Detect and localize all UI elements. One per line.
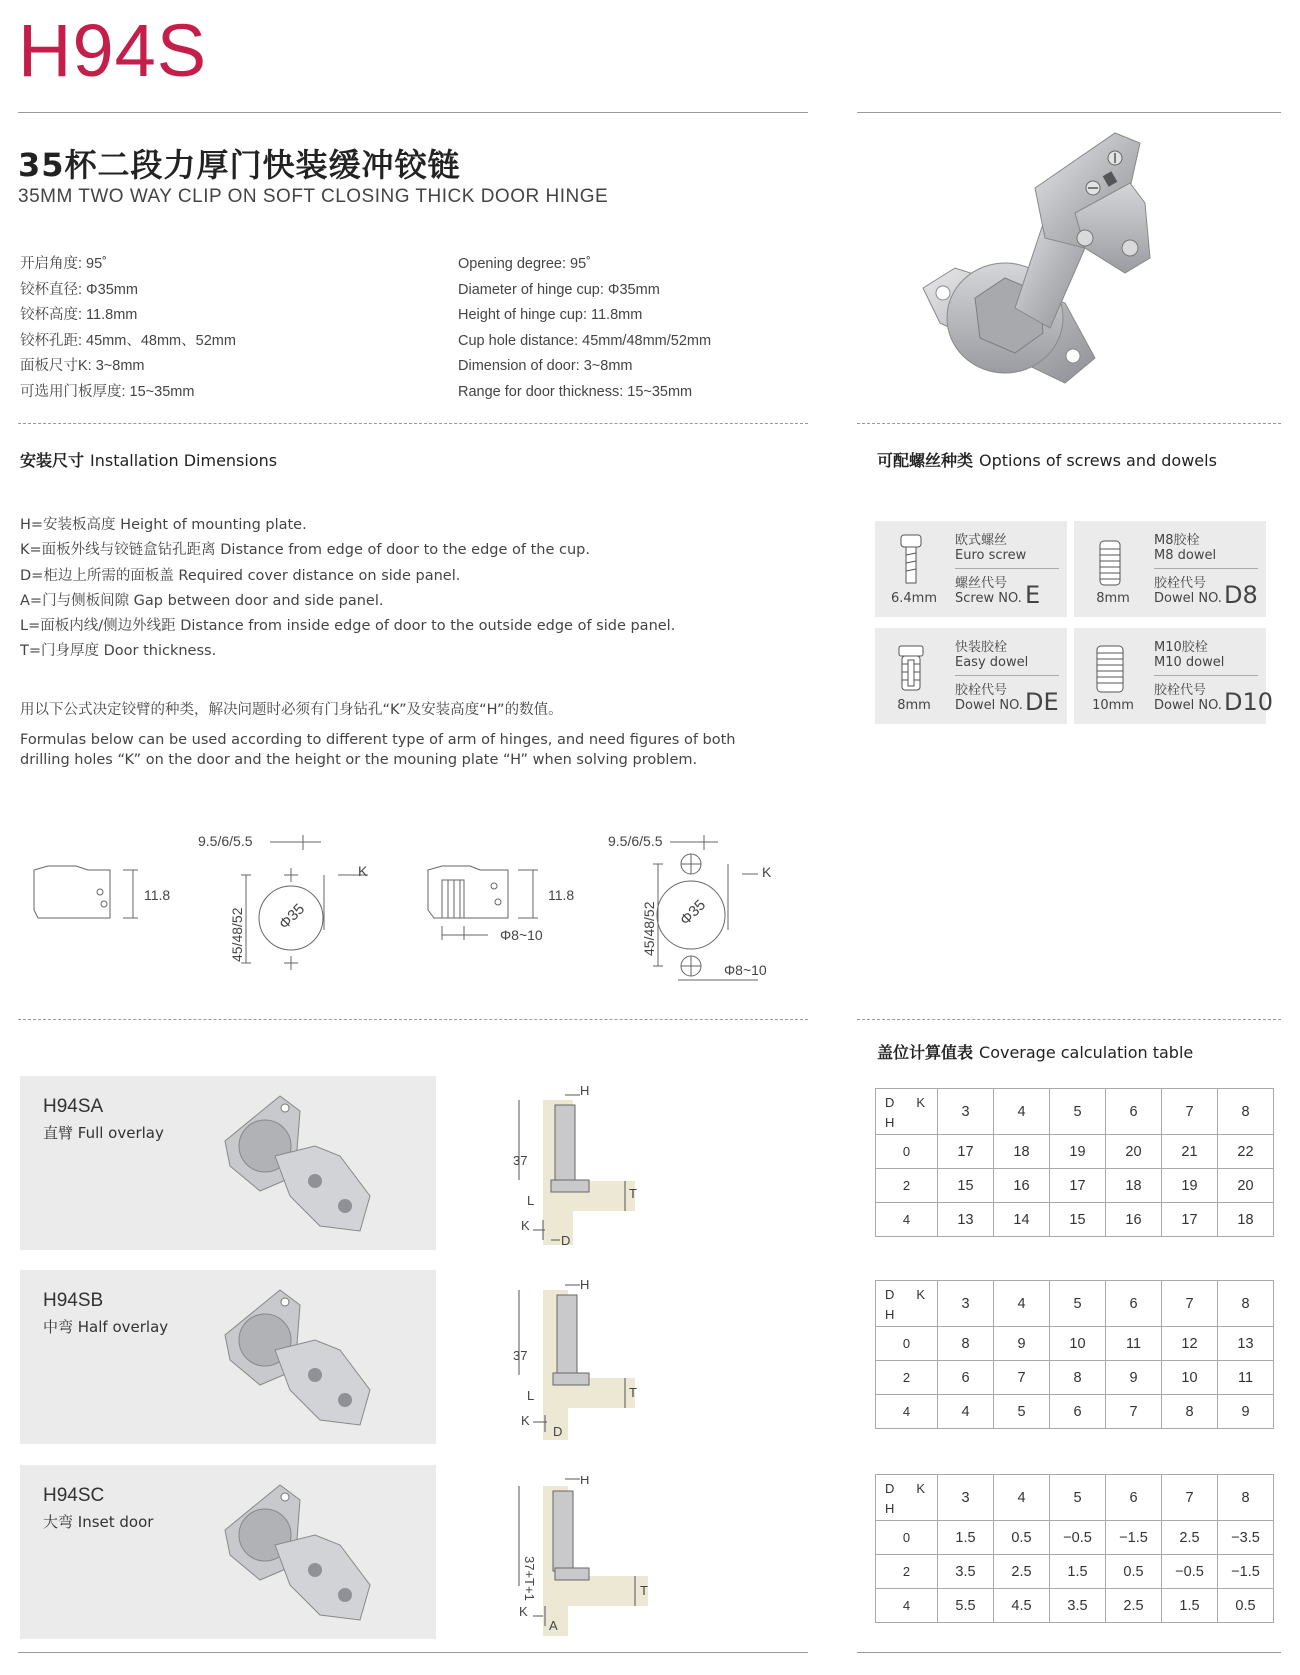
diagram-dimension: 37 [513, 1348, 528, 1363]
table-cell: 10 [1162, 1361, 1218, 1395]
table-cell: 19 [1162, 1169, 1218, 1203]
k-header: 8 [1218, 1089, 1274, 1135]
spec-line: 铰杯孔距: 45mm、48mm、52mm [20, 332, 236, 349]
diagram-dimension: 37+T+1 [522, 1556, 537, 1601]
model-code: H94SB [43, 1290, 104, 1311]
table-corner: D K H [876, 1475, 938, 1521]
spec-line: Opening degree: 95˚ [458, 256, 592, 272]
screws-heading [877, 448, 1217, 471]
table-cell: 13 [938, 1203, 994, 1237]
h-value: 0 [876, 1327, 938, 1361]
table-cell: 1.5 [1162, 1589, 1218, 1623]
table-cell: 17 [938, 1135, 994, 1169]
table-cell: 18 [1218, 1203, 1274, 1237]
table-cell: 15 [938, 1169, 994, 1203]
table-cell: 19 [1050, 1135, 1106, 1169]
table-cell: 17 [1162, 1203, 1218, 1237]
screw-name-en: M8 dowel [1154, 548, 1217, 563]
table-cell: −0.5 [1162, 1555, 1218, 1589]
k-header: 7 [1162, 1281, 1218, 1327]
k-header: 5 [1050, 1475, 1106, 1521]
k-header: 5 [1050, 1281, 1106, 1327]
coverage-heading [877, 1040, 1193, 1063]
formula-line: drilling holes “K” on the door and the height or the mouning plate “H” when solving problem. [20, 752, 698, 768]
diagram-dimension: 37 [513, 1153, 528, 1168]
k-header: 3 [938, 1475, 994, 1521]
coverage-table-half [875, 1280, 1274, 1429]
diagram-full-overlay [505, 1085, 645, 1245]
h-value: 2 [876, 1555, 938, 1589]
table-cell: 16 [1106, 1203, 1162, 1237]
k-header: 8 [1218, 1281, 1274, 1327]
table-cell: 13 [1218, 1327, 1274, 1361]
table-cell: 14 [994, 1203, 1050, 1237]
definition-line: A=门与侧板间隙 Gap between door and side panel. [20, 592, 384, 609]
table-cell: −3.5 [1218, 1521, 1274, 1555]
screw-no [1154, 576, 1222, 606]
screw-no-en: Dowel NO. [1154, 698, 1222, 713]
screw-card-separator [1154, 568, 1258, 569]
height-label-2: 11.8 [548, 887, 575, 903]
table-cell: 17 [1050, 1169, 1106, 1203]
k-header: 6 [1106, 1281, 1162, 1327]
model-code: H94SC [43, 1485, 105, 1506]
installation-heading-en: Installation Dimensions [90, 451, 278, 470]
cup-side-view-1 [34, 866, 110, 918]
divider-specs-right [857, 423, 1281, 424]
diagram-label-h: H [580, 1085, 590, 1098]
screw-size: 10mm [1092, 698, 1134, 713]
screw-no [955, 576, 1022, 606]
table-cell: 3.5 [938, 1555, 994, 1589]
diagram-label-k: K [519, 1604, 528, 1619]
screw-no-cn: 胶栓代号 [1154, 576, 1207, 591]
table-cell: 7 [994, 1361, 1050, 1395]
euro-screw-icon [891, 531, 931, 591]
screw-size: 8mm [897, 698, 931, 713]
screw-no [1154, 683, 1222, 713]
table-row [876, 1589, 1274, 1623]
h-value: 0 [876, 1521, 938, 1555]
table-cell: 11 [1218, 1361, 1274, 1395]
footer-divider-right [857, 1652, 1281, 1653]
k-label-2: K [762, 864, 772, 880]
m10-dowel-icon [1090, 638, 1130, 698]
table-cell: 6 [938, 1361, 994, 1395]
diagram-label-l: L [527, 1193, 535, 1208]
model-card-full-overlay [20, 1076, 436, 1250]
table-cell: 22 [1218, 1135, 1274, 1169]
m8-dowel-icon [1090, 531, 1130, 591]
table-cell: 8 [938, 1327, 994, 1361]
table-cell: 0.5 [1106, 1555, 1162, 1589]
table-cell: 4.5 [994, 1589, 1050, 1623]
formula-note-cn: 用以下公式决定铰臂的种类，解决问题时必须有门身钻孔“K”及安装高度“H”的数值。 [20, 702, 563, 718]
k-header: 7 [1162, 1089, 1218, 1135]
table-row [876, 1361, 1274, 1395]
table-cell: 20 [1106, 1135, 1162, 1169]
screw-name-en: M10 dowel [1154, 655, 1225, 670]
diagram-label-t: T [629, 1186, 637, 1201]
screw-name-cn: M10胶栓 [1154, 640, 1208, 655]
spec-line: 面板尺寸K: 3~8mm [20, 358, 145, 374]
table-cell: 16 [994, 1169, 1050, 1203]
model-type: 中弯 Half overlay [43, 1318, 169, 1336]
screw-name-cn: M8胶栓 [1154, 533, 1200, 548]
definition-line: H=安装板高度 Height of mounting plate. [20, 517, 307, 533]
screw-code: D8 [1224, 581, 1258, 609]
screw-name-en: Easy dowel [955, 655, 1029, 670]
table-cell: 8 [1162, 1395, 1218, 1429]
footer-divider-left [18, 1652, 808, 1653]
definition-line: D=柜边上所需的面板盖 Required cover distance on side panel. [20, 567, 461, 584]
model-card-inset [20, 1465, 436, 1639]
screw-card-easy [875, 628, 1067, 724]
table-cell: 11 [1106, 1327, 1162, 1361]
table-row [876, 1395, 1274, 1429]
spec-line: 可选用门板厚度: 15~35mm [20, 383, 195, 400]
screw-name [955, 533, 1059, 563]
k-header: 4 [994, 1089, 1050, 1135]
h-value: 2 [876, 1361, 938, 1395]
spec-line: Cup hole distance: 45mm/48mm/52mm [458, 332, 712, 349]
table-cell: 0.5 [994, 1521, 1050, 1555]
screw-size: 6.4mm [890, 591, 937, 606]
diagram-label-d: D [553, 1424, 563, 1439]
table-cell: 18 [1106, 1169, 1162, 1203]
k-header: 4 [994, 1475, 1050, 1521]
screw-code: D10 [1224, 688, 1274, 716]
definition-line: T=门身厚度 Door thickness. [20, 643, 217, 660]
installation-heading [20, 448, 277, 471]
table-cell: 1.5 [938, 1521, 994, 1555]
table-row [876, 1521, 1274, 1555]
table-cell: 20 [1218, 1169, 1274, 1203]
diagram-label-k: K [521, 1218, 530, 1233]
definition-line: K=面板外线与铰链盒钻孔距离 Distance from edge of door to the edge of the cup. [20, 542, 590, 559]
screws-heading-cn: 可配螺丝种类 [877, 451, 974, 470]
k-header: 6 [1106, 1089, 1162, 1135]
model-code: H94SA [43, 1096, 104, 1117]
diagram-label-t: T [629, 1385, 637, 1400]
k-header: 3 [938, 1281, 994, 1327]
spec-line: Diameter of hinge cup: Φ35mm [458, 281, 660, 298]
table-row [876, 1203, 1274, 1237]
model-type: 直臂 Full overlay [43, 1124, 164, 1142]
screw-card-separator [1154, 675, 1258, 676]
screw-name [1154, 533, 1258, 563]
installation-drawings [18, 830, 808, 990]
diagram-label-l: L [527, 1388, 535, 1403]
product-title-cn: 35杯二段力厚门快装缓冲铰链 [18, 146, 461, 184]
screw-name [1154, 640, 1258, 670]
table-cell: 7 [1106, 1395, 1162, 1429]
table-cell: 5 [994, 1395, 1050, 1429]
h-value: 0 [876, 1135, 938, 1169]
table-cell: 5.5 [938, 1589, 994, 1623]
screw-name [955, 640, 1059, 670]
coverage-table-full [875, 1088, 1274, 1237]
table-cell: 3.5 [1050, 1589, 1106, 1623]
table-cell: −1.5 [1218, 1555, 1274, 1589]
table-corner: D K H [876, 1281, 938, 1327]
table-cell: 2.5 [1106, 1589, 1162, 1623]
table-cell: 4 [938, 1395, 994, 1429]
specs-cn [20, 252, 236, 405]
coverage-heading-en: Coverage calculation table [979, 1043, 1194, 1062]
h-value: 2 [876, 1169, 938, 1203]
table-cell: 15 [1050, 1203, 1106, 1237]
screw-card-euro [875, 521, 1067, 617]
h-value: 4 [876, 1203, 938, 1237]
spec-line: 铰杯直径: Φ35mm [20, 281, 138, 298]
screw-no-cn: 胶栓代号 [1154, 683, 1207, 698]
table-cell: 21 [1162, 1135, 1218, 1169]
specs-en [458, 252, 711, 405]
table-cell: 9 [994, 1327, 1050, 1361]
screw-code: E [1025, 581, 1041, 609]
table-row [876, 1327, 1274, 1361]
screw-card-m8 [1074, 521, 1266, 617]
divider-models-left [18, 1019, 808, 1020]
screw-no-cn: 胶栓代号 [955, 683, 1008, 698]
spec-line: 铰杯高度: 11.8mm [20, 307, 138, 323]
screw-card-separator [955, 675, 1059, 676]
table-row [876, 1135, 1274, 1169]
spacing-label-2: 45/48/52 [641, 901, 657, 956]
dimension-definitions [20, 513, 675, 665]
spec-line: Dimension of door: 3~8mm [458, 358, 633, 374]
table-cell: 1.5 [1050, 1555, 1106, 1589]
coverage-table-inset [875, 1474, 1274, 1623]
table-cell: 12 [1162, 1327, 1218, 1361]
hinge-product-image [915, 128, 1215, 398]
model-card-half-overlay [20, 1270, 436, 1444]
table-cell: −0.5 [1050, 1521, 1106, 1555]
screw-size: 8mm [1096, 591, 1130, 606]
divider-specs-left [18, 423, 808, 424]
k-header: 3 [938, 1089, 994, 1135]
screw-no-en: Dowel NO. [1154, 591, 1222, 606]
screw-card-m10 [1074, 628, 1274, 724]
cup-diameter-label-1: Φ35 [275, 900, 309, 933]
screw-no-cn: 螺丝代号 [955, 576, 1008, 591]
spec-line: 开启角度: 95˚ [20, 256, 108, 272]
table-cell: 10 [1050, 1327, 1106, 1361]
k-header: 8 [1218, 1475, 1274, 1521]
table-cell: 0.5 [1218, 1589, 1274, 1623]
table-cell: 18 [994, 1135, 1050, 1169]
k-label-1: K [358, 863, 368, 879]
coverage-heading-cn: 盖位计算值表 [877, 1043, 974, 1062]
cup-side-view-2 [428, 866, 508, 918]
screw-name-en: Euro screw [955, 548, 1027, 563]
header-divider-left [18, 112, 808, 113]
screw-name-cn: 欧式螺丝 [955, 533, 1008, 548]
table-cell: 9 [1106, 1361, 1162, 1395]
screw-no [955, 683, 1023, 713]
screw-name-cn: 快装胶栓 [955, 640, 1008, 655]
table-cell: 9 [1218, 1395, 1274, 1429]
table-corner: D K H [876, 1089, 938, 1135]
k-header: 5 [1050, 1089, 1106, 1135]
height-label-1: 11.8 [144, 887, 171, 903]
installation-heading-cn: 安装尺寸 [20, 451, 85, 470]
hinge-thumbnail [220, 1280, 390, 1438]
diagram-label-d: D [561, 1233, 571, 1245]
h-value: 4 [876, 1395, 938, 1429]
table-row [876, 1555, 1274, 1589]
table-row [876, 1169, 1274, 1203]
definition-line: L=面板内线/侧边外线距 Distance from inside edge of door to the outside edge of side panel. [20, 618, 676, 635]
dowel-label-2: Φ8~10 [724, 962, 767, 978]
easy-dowel-icon [891, 638, 931, 698]
k-header: 7 [1162, 1475, 1218, 1521]
table-cell: 6 [1050, 1395, 1106, 1429]
hinge-thumbnail [220, 1475, 390, 1633]
spec-line: Height of hinge cup: 11.8mm [458, 307, 643, 323]
diagram-label-a: A [549, 1618, 558, 1633]
offset-label-2: 9.5/6/5.5 [608, 833, 663, 849]
diagram-inset [505, 1476, 655, 1636]
table-cell: 2.5 [1162, 1521, 1218, 1555]
screw-no-en: Dowel NO. [955, 698, 1023, 713]
hinge-thumbnail [220, 1086, 390, 1244]
cup-diameter-label-2: Φ35 [676, 896, 710, 929]
diagram-label-h: H [580, 1280, 590, 1292]
screws-heading-en: Options of screws and dowels [979, 451, 1217, 470]
screw-no-en: Screw NO. [955, 591, 1022, 606]
diagram-label-h: H [580, 1476, 590, 1487]
model-type: 大弯 Inset door [43, 1513, 154, 1531]
offset-label-1: 9.5/6/5.5 [198, 833, 253, 849]
table-cell: 2.5 [994, 1555, 1050, 1589]
diagram-label-t: T [640, 1583, 648, 1598]
spacing-label-1: 45/48/52 [229, 907, 245, 962]
table-cell: −1.5 [1106, 1521, 1162, 1555]
spec-line: Range for door thickness: 15~35mm [458, 383, 693, 400]
screw-code: DE [1025, 688, 1059, 716]
k-header: 4 [994, 1281, 1050, 1327]
header-divider-right [857, 112, 1281, 113]
table-cell: 8 [1050, 1361, 1106, 1395]
formula-note-en [20, 730, 735, 770]
product-title-en: 35MM TWO WAY CLIP ON SOFT CLOSING THICK DOOR HINGE [18, 186, 609, 207]
model-title: H94S [18, 9, 208, 92]
dowel-label-1: Φ8~10 [500, 927, 543, 943]
h-value: 4 [876, 1589, 938, 1623]
diagram-half-overlay [505, 1280, 645, 1440]
divider-models-right [857, 1019, 1281, 1020]
diagram-label-k: K [521, 1413, 530, 1428]
k-header: 6 [1106, 1475, 1162, 1521]
screw-card-separator [955, 568, 1059, 569]
formula-line: Formulas below can be used according to different type of arm of hinges, and need figures of both [20, 732, 736, 748]
